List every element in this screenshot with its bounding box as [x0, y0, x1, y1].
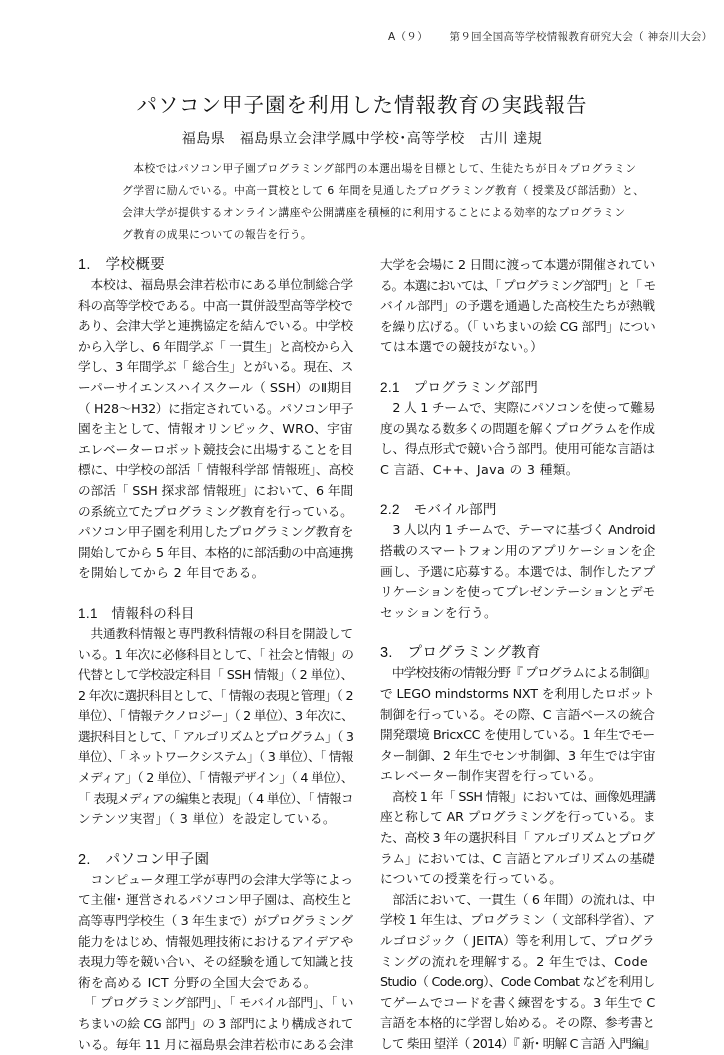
section-1-1-body: [78, 624, 353, 830]
text-line: ては本選での競技がない。）: [380, 339, 544, 355]
text-line: セッションを行う。: [380, 604, 498, 620]
text-line: で LEGO mindstorms NXT を利用したロボット: [380, 685, 655, 701]
text-line: あり、会津大学と連携協定を結んでいる。中学校: [78, 318, 353, 334]
text-line: 標に、中学校の部活「 情報科学部 情報班」、高校: [78, 462, 354, 478]
text-line: リケーションを使ってプレゼンテーションとデモ: [380, 584, 656, 600]
text-line: 画し、予選に応募する。本選では、制作したアプ: [380, 563, 655, 579]
section-2-2-body: [380, 520, 655, 623]
text-line: Studio（ Code.org）、Code Combat などを利用し: [380, 974, 655, 990]
text-line: 制御を行っている。その際、C 言語ベースの統合: [380, 706, 655, 722]
text-line: 園を主として、情報オリンピック、WRO、宇宙: [78, 421, 353, 437]
text-line: 度の異なる数多くの問題を解くプログラムを作成: [380, 420, 655, 436]
text-line: 開始してから 5 年目、本格的に部活動の中高連携: [78, 544, 353, 560]
text-line: 共通教科情報と専門教科情報の科目を開設して: [78, 625, 353, 641]
section-heading-1: 1. 学校概要: [78, 257, 166, 273]
left-column: [78, 255, 353, 1055]
section-heading-1-1: 1.1 情報科の科目: [78, 605, 195, 621]
text-line: ター制御、2 年生でセンサ制御、3 年生では宇宙: [380, 747, 656, 763]
section-1-body: [78, 275, 353, 584]
text-line: 能力をはじめ、情報処理技術におけるアイデアや: [78, 933, 354, 949]
section-2-continued: [380, 255, 655, 358]
section-heading-3: 3. プログラミング教育: [380, 645, 542, 662]
text-line: の系統立てたプログラミング教育を行っている。: [78, 503, 353, 519]
conference-name: 第９回全国高等学校情報教育研究大会（ 神奈川大会）: [449, 31, 713, 43]
running-header: [388, 29, 712, 44]
section-heading-2-2: 2.2 モバイル部門: [380, 502, 497, 518]
text-line: 部活において、一貫生（ 6 年間）の流れは、中: [380, 891, 655, 907]
text-line: 科の高等学校である。中高一貫併設型高等学校で: [78, 297, 353, 313]
text-line: 2 人 1 チームで、実際にパソコンを使って難易: [380, 399, 656, 415]
paper-title: パソコン甲子園を利用した情報教育の実践報告: [136, 93, 588, 117]
text-line: た、高校 3 年の選択科目「 アルゴリズムとプログ: [380, 830, 655, 846]
section-2-1-body: [380, 398, 655, 480]
text-line: バイル部門」の予選を通過した高校生たちが熱戦: [380, 298, 655, 314]
text-line: ーパーサイエンスハイスクール（ SSH）のⅡ期目: [78, 379, 353, 395]
section-2-body: [78, 870, 353, 1055]
text-line: ルゴロジック（ JEITA）等を利用して、プログラ: [380, 933, 655, 949]
text-line: いる。毎年 11 月に福島県会津若松市にある会津: [78, 1036, 354, 1052]
text-line: 高校 1 年「 SSH 情報」においては、画像処理講: [380, 788, 656, 804]
text-line: メディア」（ 2 単位）、「 情報デザイン」（ 4 単位）、: [78, 770, 353, 786]
text-line: を繰り広げる。（「 いちまいの絵 CG 部門」につい: [380, 318, 656, 334]
text-line: 単位）、「 情報テクノロジー」（ 2 単位）、3 年次に、: [78, 708, 354, 724]
text-line: し、得点形式で競い合う部門。使用可能な言語は: [380, 441, 655, 457]
text-line: 言語を本格的に学習し始める。その際、参考書と: [380, 1015, 655, 1031]
text-line: 本校は、福島県会津若松市にある単位制総合学: [78, 277, 353, 292]
abstract-line: 本校ではパソコン甲子園プログラミング部門の本選出場を目標として、生徒たちが日々プログラミン: [122, 162, 637, 175]
text-line: して 柴田 望洋（ 2014）『 新･ 明解 C 言語 入門編』: [380, 1036, 655, 1051]
text-line: て主催･ 運営されるパソコン甲子園は、高校生と: [78, 892, 353, 908]
text-line: 学し、3 年間学ぶ「 総合生」とがいる。現在、ス: [78, 359, 353, 375]
section-heading-2-1: 2.1 プログラミング部門: [380, 379, 539, 395]
abstract-line: グ教育の成果についての報告を行う。: [122, 228, 313, 241]
abstract-line: 会津大学が提供するオンライン講座や公開講座を積極的に利用することによる効率的なプログラミン: [122, 206, 626, 219]
text-line: 代替として学校設定科目「 SSH 情報」（ 2 単位）、: [78, 667, 353, 683]
text-line: いる。1 年次に必修科目として、「 社会と情報」の: [78, 646, 354, 662]
text-line: 座と称して AR プログラミングを行っている。ま: [380, 809, 656, 825]
right-column: [380, 255, 655, 1055]
text-line: 「 プログラミング部門」、「 モバイル部門」、「 い: [78, 995, 354, 1011]
text-line: 学校 1 年生は、プログラミン（ 文部科学省）、ア: [380, 912, 656, 928]
text-line: パソコン甲子園を利用したプログラミング教育を: [78, 524, 354, 540]
text-line: 大学を会場に 2 日間に渡って本選が開催されてい: [380, 257, 655, 272]
text-line: る。本選においては、「 プログラミング部門」と「 モ: [380, 277, 656, 293]
text-line: 選択科目として、「 アルゴリズムとプログラム」（ 3: [78, 728, 354, 744]
text-line: 術を高める ICT 分野の全国大会である。: [78, 974, 317, 990]
text-line: についての授業を行っている。: [380, 871, 563, 887]
text-line: 単位）、「 ネットワークシステム」（ 3 単位）、「 情報: [78, 749, 353, 765]
section-3-body: [380, 663, 655, 1054]
text-line: 3 人以内 1 チームで、テーマに基づく Android: [380, 522, 656, 538]
text-line: 開発環境 BricxCC を使用している。1 年生でモー: [380, 727, 655, 743]
text-line: の部活「 SSH 探求部 情報班」において、6 年間: [78, 482, 354, 498]
text-line: C 言語、C++、Java の 3 種類。: [380, 461, 579, 477]
text-line: から入学し、6 年間学ぶ「 一貫生」と高校から入: [78, 338, 353, 354]
text-line: コンピュータ理工学が専門の会津大学等によっ: [78, 871, 353, 887]
text-line: 中学校技術の情報分野『 プログラムによる制御』: [380, 665, 656, 681]
text-line: （ H28〜H32）に指定されている。パソコン甲子: [78, 400, 354, 416]
text-line: 搭載のスマートフォン用のアプリケーションを企: [380, 542, 656, 558]
text-line: 高等専門学校生（ 3 年生まで）がプログラミング: [78, 913, 353, 929]
abstract: [122, 158, 645, 246]
text-line: 2 年次に選択科目として、「 情報の表現と管理」（ 2: [78, 687, 353, 703]
text-line: ラム」においては、C 言語とアルゴリズムの基礎: [380, 850, 655, 866]
text-line: てゲームでコードを書く練習をする。3 年生で C: [380, 994, 656, 1010]
author-line: 福島県 福島県立会津学鳳中学校･高等学校 古川 達規: [181, 131, 543, 147]
text-line: エレベーター制作実習を行っている。: [380, 768, 602, 784]
text-line: 表現力等を競い合い、その経験を通して知識と技: [78, 954, 353, 970]
text-line: エレベーターロボット競技会に出場することを目: [78, 441, 353, 457]
text-line: ミングの流れを理解する。2 年生では、Code: [380, 953, 649, 969]
text-line: 「 表現メディアの編集と表現」（ 4 単位）、「 情報コ: [78, 790, 353, 806]
section-heading-2: 2. パソコン甲子園: [78, 851, 210, 868]
text-line: ンテンツ実習」（ 3 単位）を設定している。: [78, 811, 336, 827]
abstract-line: グ学習に励んでいる。中高一貫校として 6 年間を見通したプログラミング教育（ 授業及び部活動）と、: [122, 184, 645, 197]
text-line: を開始してから 2 年目である。: [78, 565, 265, 581]
text-line: ちまいの絵 CG 部門」の 3 部門により構成されて: [78, 1016, 354, 1031]
page-number: A（９）: [388, 31, 428, 43]
